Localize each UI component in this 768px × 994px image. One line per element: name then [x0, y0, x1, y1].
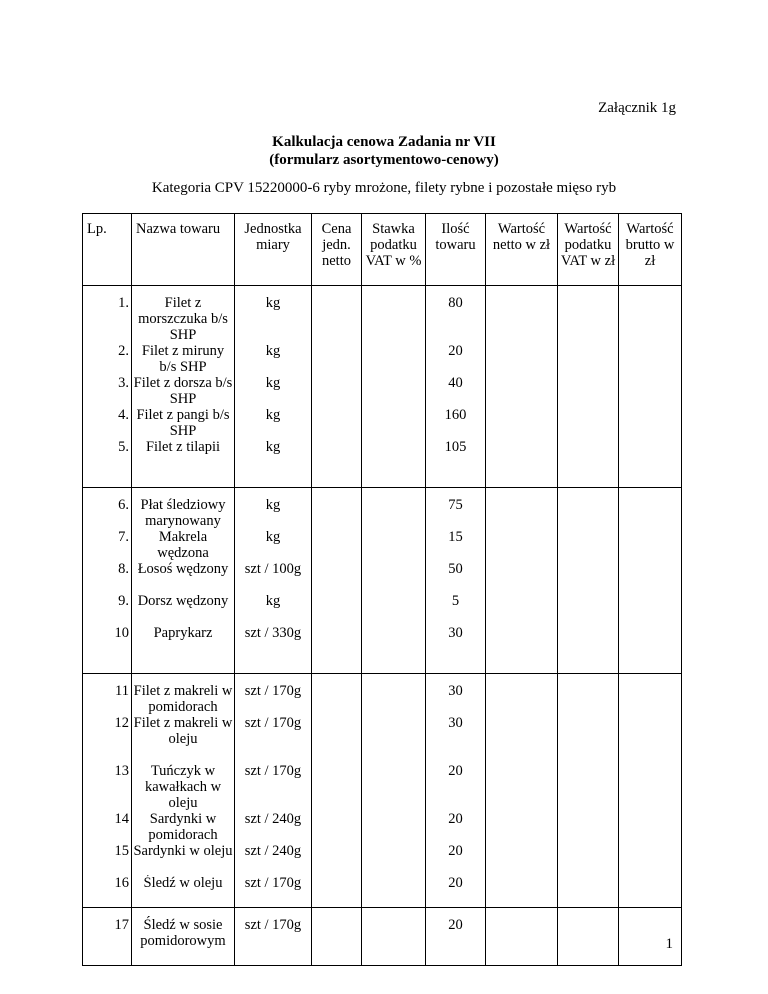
row-gross-value [619, 343, 682, 375]
row-price [312, 375, 362, 407]
row-vat-rate [362, 407, 426, 439]
table-row [83, 811, 682, 843]
row-qty: 15 [426, 529, 486, 561]
row-gross-value [619, 674, 682, 716]
row-name: Śledź w sosie pomidorowym [132, 908, 235, 966]
row-unit: kg [235, 407, 312, 439]
row-name: Łosoś wędzony [132, 561, 235, 593]
row-unit: szt / 170g [235, 875, 312, 908]
row-net-value [486, 875, 558, 908]
row-unit: szt / 240g [235, 811, 312, 843]
row-price [312, 529, 362, 561]
row-vat-rate [362, 343, 426, 375]
table-row [83, 529, 682, 561]
row-name: Filet z miruny b/s SHP [132, 343, 235, 375]
row-qty: 40 [426, 375, 486, 407]
table-row [83, 763, 682, 811]
row-qty: 75 [426, 488, 486, 530]
row-name: Filet z dorsza b/s SHP [132, 375, 235, 407]
row-price [312, 407, 362, 439]
row-vat-value [558, 875, 619, 908]
row-gross-value [619, 286, 682, 344]
table-row [83, 715, 682, 763]
table-body [83, 286, 682, 966]
row-vat-rate [362, 488, 426, 530]
row-vat-value [558, 908, 619, 966]
header-name: Nazwa towaru [132, 214, 235, 286]
row-vat-rate [362, 375, 426, 407]
table-row [83, 561, 682, 593]
row-name: Śledź w oleju [132, 875, 235, 908]
header-vat-value: Wartość podatku VAT w zł [558, 214, 619, 286]
row-vat-rate [362, 593, 426, 625]
row-lp: 16 [83, 875, 132, 908]
row-lp: 17 [83, 908, 132, 966]
row-qty: 20 [426, 811, 486, 843]
row-name: Sardynki w oleju [132, 843, 235, 875]
row-price [312, 674, 362, 716]
row-price [312, 811, 362, 843]
row-lp: 7. [83, 529, 132, 561]
table-row [83, 488, 682, 530]
row-name: Paprykarz [132, 625, 235, 674]
row-lp: 10 [83, 625, 132, 674]
row-qty: 105 [426, 439, 486, 488]
table-row [83, 407, 682, 439]
row-qty: 50 [426, 561, 486, 593]
row-gross-value [619, 715, 682, 763]
category-line: Kategoria CPV 15220000-6 ryby mrożone, filety rybne i pozostałe mięso ryb [151, 180, 617, 196]
row-lp: 8. [83, 561, 132, 593]
row-lp: 2. [83, 343, 132, 375]
row-unit: kg [235, 593, 312, 625]
table-row [83, 375, 682, 407]
row-net-value [486, 625, 558, 674]
header-qty: Ilość towaru [426, 214, 486, 286]
row-vat-value [558, 593, 619, 625]
row-name: Filet z morszczuka b/s SHP [132, 286, 235, 344]
row-vat-value [558, 763, 619, 811]
row-vat-rate [362, 908, 426, 966]
row-price [312, 715, 362, 763]
page-number: 1 [665, 936, 673, 952]
row-vat-rate [362, 875, 426, 908]
row-unit: szt / 170g [235, 763, 312, 811]
row-name: Dorsz wędzony [132, 593, 235, 625]
row-lp: 15 [83, 843, 132, 875]
table-row [83, 439, 682, 488]
row-lp: 5. [83, 439, 132, 488]
row-name: Makrela wędzona [132, 529, 235, 561]
row-gross-value [619, 529, 682, 561]
row-vat-rate [362, 674, 426, 716]
row-qty: 5 [426, 593, 486, 625]
header-lp: Lp. [83, 214, 132, 286]
table-row [83, 908, 682, 966]
row-qty: 160 [426, 407, 486, 439]
row-price [312, 561, 362, 593]
row-price [312, 286, 362, 344]
row-vat-value [558, 375, 619, 407]
table-row [83, 625, 682, 674]
row-vat-value [558, 625, 619, 674]
title-line-1: Kalkulacja cenowa Zadania nr VII [272, 134, 496, 150]
row-vat-rate [362, 763, 426, 811]
row-vat-rate [362, 529, 426, 561]
row-qty: 20 [426, 908, 486, 966]
row-gross-value [619, 407, 682, 439]
row-price [312, 843, 362, 875]
row-qty: 80 [426, 286, 486, 344]
row-qty: 20 [426, 875, 486, 908]
row-lp: 11 [83, 674, 132, 716]
document-title [0, 133, 768, 169]
row-gross-value [619, 811, 682, 843]
row-lp: 14 [83, 811, 132, 843]
row-unit: kg [235, 488, 312, 530]
row-price [312, 488, 362, 530]
row-name: Filet z pangi b/s SHP [132, 407, 235, 439]
row-unit: szt / 170g [235, 715, 312, 763]
row-net-value [486, 593, 558, 625]
header-net-value: Wartość netto w zł [486, 214, 558, 286]
row-vat-value [558, 715, 619, 763]
row-vat-rate [362, 811, 426, 843]
header-gross-value: Wartość brutto w zł [619, 214, 682, 286]
row-gross-value [619, 439, 682, 488]
header-row [83, 214, 682, 286]
row-net-value [486, 908, 558, 966]
row-vat-rate [362, 561, 426, 593]
row-vat-rate [362, 286, 426, 344]
row-unit: szt / 240g [235, 843, 312, 875]
title-line-2: (formularz asortymentowo-cenowy) [269, 152, 499, 168]
table-row [83, 843, 682, 875]
row-lp: 6. [83, 488, 132, 530]
table-row [83, 875, 682, 908]
row-gross-value [619, 625, 682, 674]
row-gross-value [619, 488, 682, 530]
row-unit: kg [235, 529, 312, 561]
row-lp: 3. [83, 375, 132, 407]
row-net-value [486, 407, 558, 439]
table-row [83, 343, 682, 375]
row-price [312, 593, 362, 625]
row-qty: 20 [426, 343, 486, 375]
row-name: Filet z makreli w oleju [132, 715, 235, 763]
row-price [312, 908, 362, 966]
row-lp: 12 [83, 715, 132, 763]
row-gross-value [619, 561, 682, 593]
row-unit: kg [235, 343, 312, 375]
row-gross-value [619, 375, 682, 407]
row-unit: szt / 170g [235, 674, 312, 716]
table-row [83, 593, 682, 625]
row-net-value [486, 715, 558, 763]
row-name: Płat śledziowy marynowany [132, 488, 235, 530]
row-vat-value [558, 674, 619, 716]
row-name: Filet z tilapii [132, 439, 235, 488]
row-vat-value [558, 529, 619, 561]
row-gross-value [619, 593, 682, 625]
row-net-value [486, 561, 558, 593]
table-row [83, 286, 682, 344]
row-net-value [486, 439, 558, 488]
row-price [312, 875, 362, 908]
row-unit: kg [235, 375, 312, 407]
header-unit: Jednostka miary [235, 214, 312, 286]
row-vat-value [558, 488, 619, 530]
row-qty: 30 [426, 625, 486, 674]
row-vat-value [558, 439, 619, 488]
row-price [312, 439, 362, 488]
row-net-value [486, 488, 558, 530]
row-vat-value [558, 286, 619, 344]
row-qty: 20 [426, 843, 486, 875]
row-gross-value [619, 843, 682, 875]
header-vat-rate: Stawka podatku VAT w % [362, 214, 426, 286]
row-unit: szt / 100g [235, 561, 312, 593]
row-vat-rate [362, 843, 426, 875]
annex-label: Załącznik 1g [598, 100, 676, 116]
row-lp: 4. [83, 407, 132, 439]
header-price: Cena jedn. netto [312, 214, 362, 286]
row-name: Sardynki w pomidorach [132, 811, 235, 843]
row-qty: 20 [426, 763, 486, 811]
row-unit: szt / 330g [235, 625, 312, 674]
row-net-value [486, 763, 558, 811]
row-net-value [486, 529, 558, 561]
row-vat-value [558, 343, 619, 375]
row-name: Filet z makreli w pomidorach [132, 674, 235, 716]
row-net-value [486, 674, 558, 716]
row-vat-value [558, 811, 619, 843]
row-lp: 13 [83, 763, 132, 811]
row-net-value [486, 286, 558, 344]
row-price [312, 763, 362, 811]
row-net-value [486, 811, 558, 843]
row-vat-rate [362, 715, 426, 763]
row-net-value [486, 375, 558, 407]
row-qty: 30 [426, 715, 486, 763]
row-gross-value [619, 763, 682, 811]
row-vat-value [558, 407, 619, 439]
price-calculation-table [82, 213, 682, 966]
row-unit: szt / 170g [235, 908, 312, 966]
row-vat-rate [362, 625, 426, 674]
row-qty: 30 [426, 674, 486, 716]
row-unit: kg [235, 439, 312, 488]
row-vat-rate [362, 439, 426, 488]
row-price [312, 343, 362, 375]
row-lp: 1. [83, 286, 132, 344]
table-row [83, 674, 682, 716]
row-name: Tuńczyk w kawałkach w oleju [132, 763, 235, 811]
row-gross-value [619, 875, 682, 908]
row-net-value [486, 343, 558, 375]
row-unit: kg [235, 286, 312, 344]
row-vat-value [558, 843, 619, 875]
row-net-value [486, 843, 558, 875]
row-lp: 9. [83, 593, 132, 625]
row-vat-value [558, 561, 619, 593]
row-price [312, 625, 362, 674]
